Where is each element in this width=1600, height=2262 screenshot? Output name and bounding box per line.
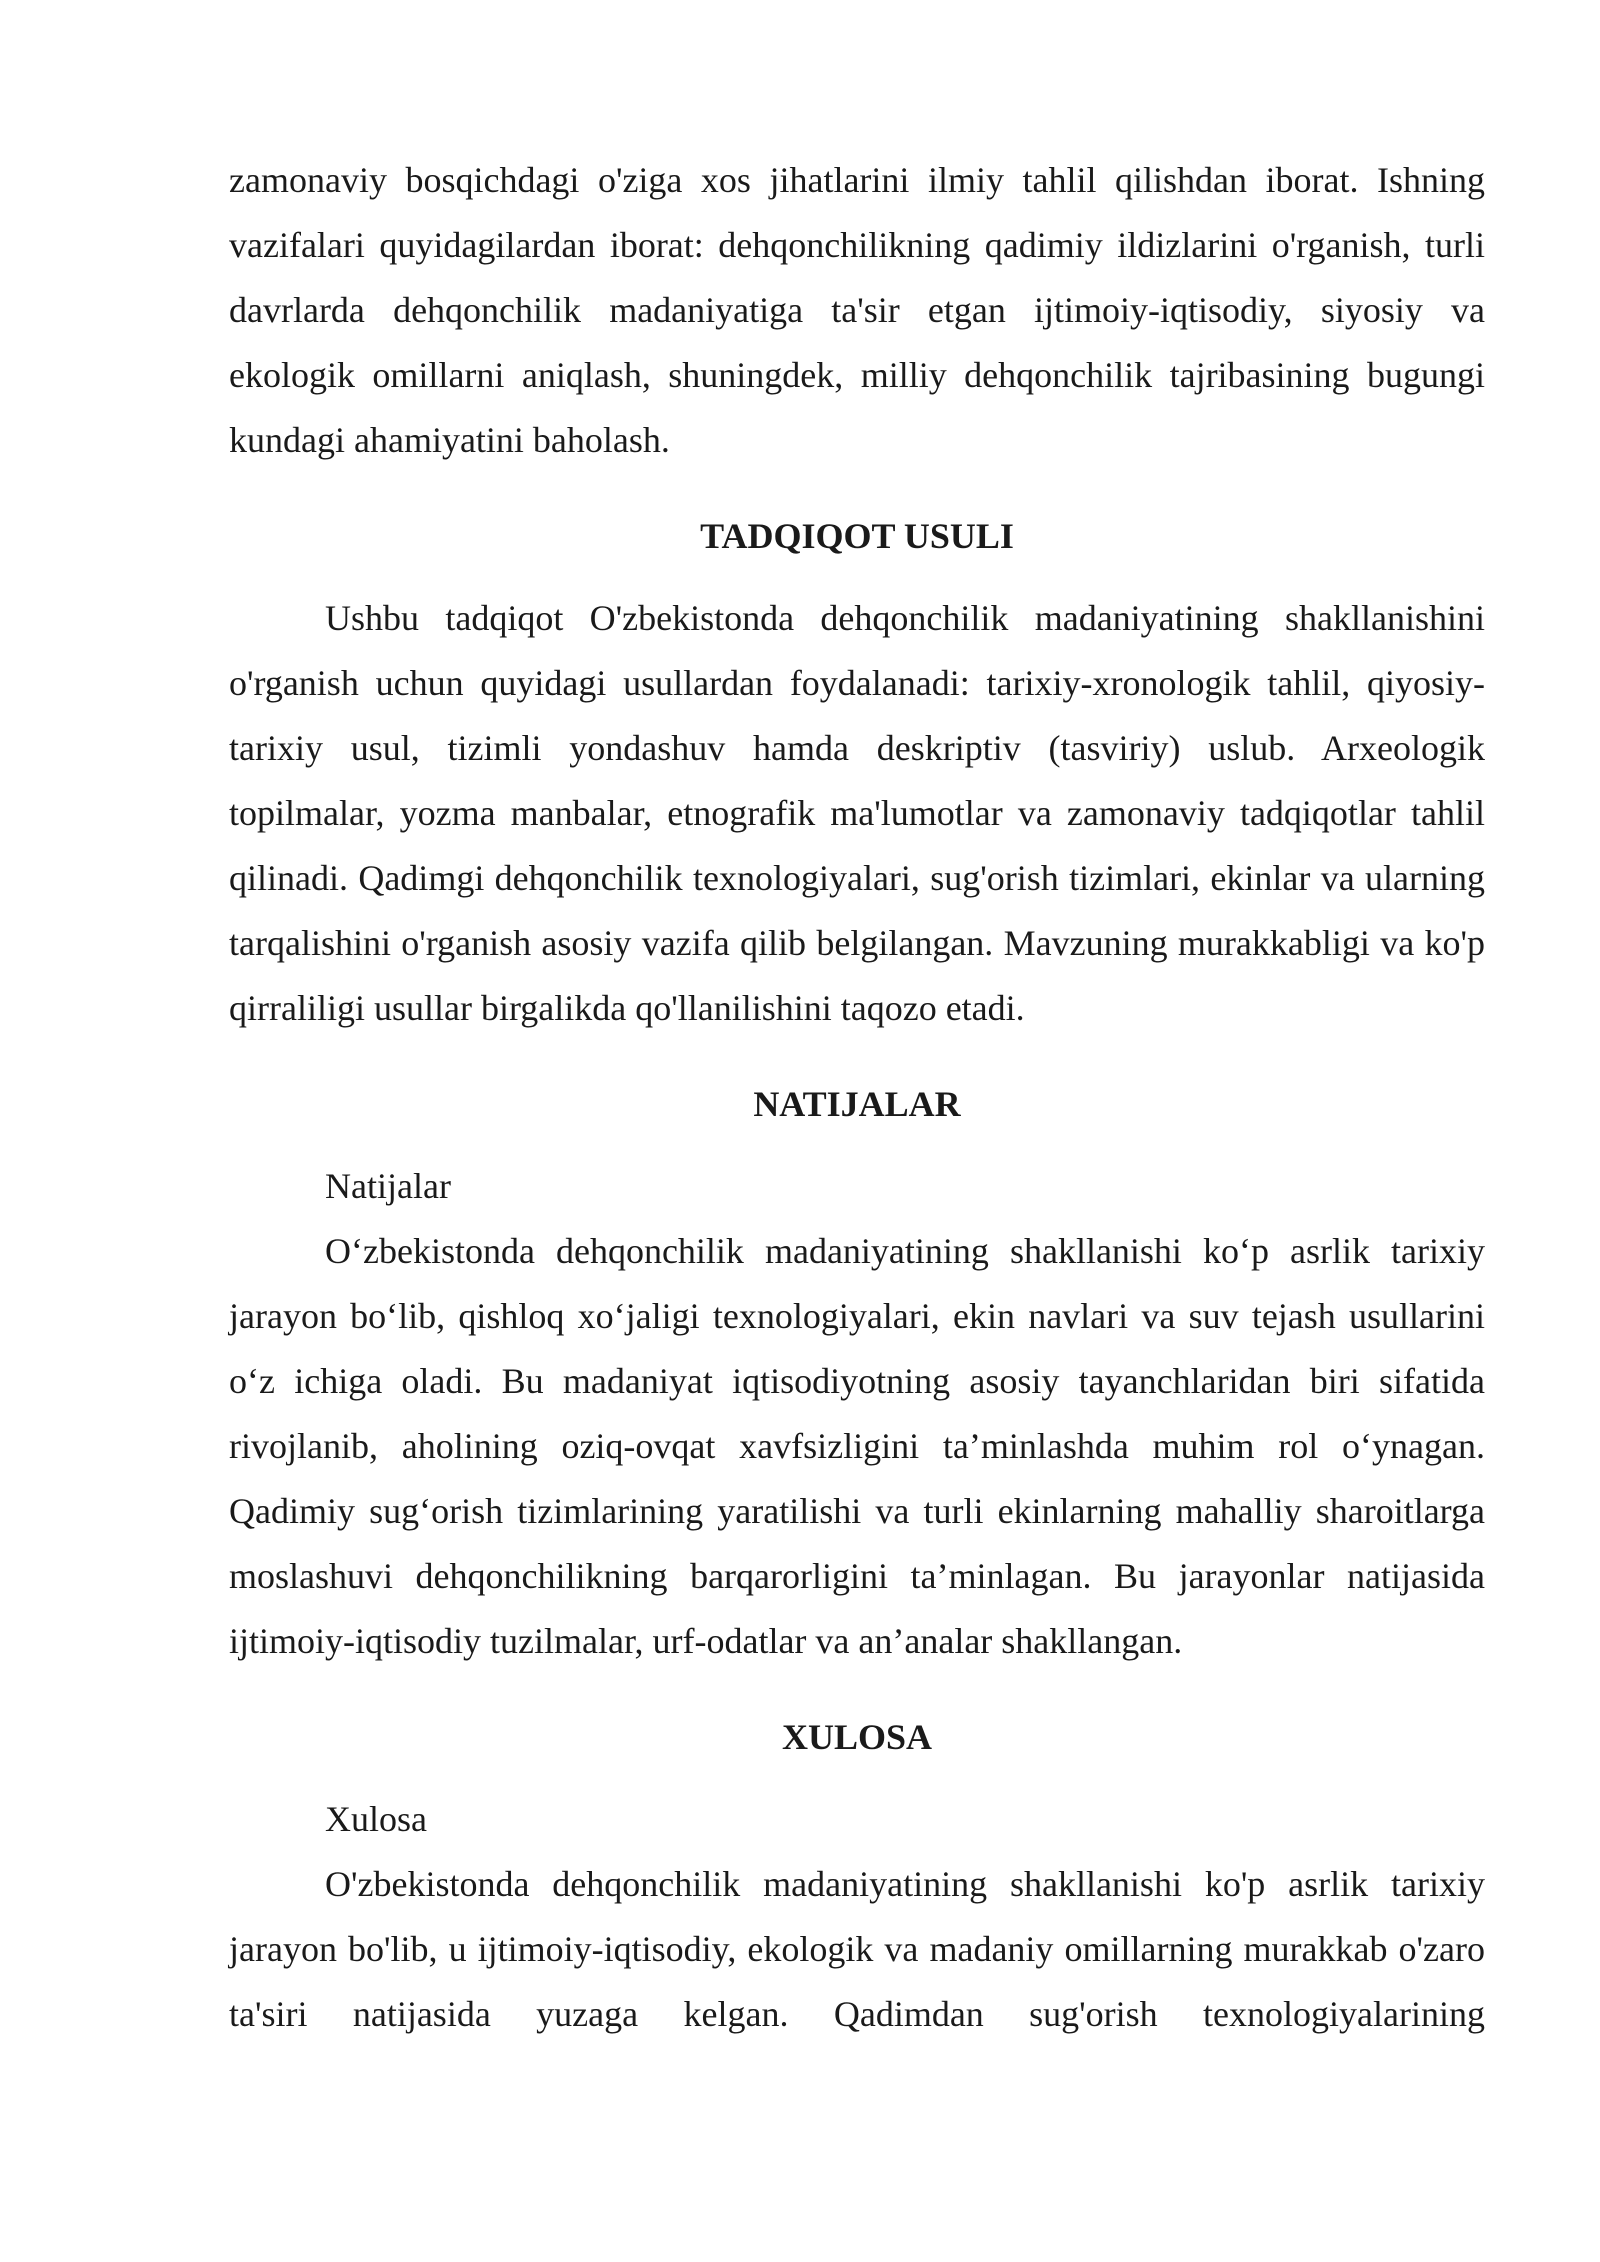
methods-paragraph: Ushbu tadqiqot O'zbekistonda dehqonchilik madaniyatining shakllanishini o'rganish uchun quyidagi usullardan foydalanadi: tarixiy-xronologik tahlil, qiyosiy-tarixiy usul, tizimli yondashuv hamda deskriptiv (tasviriy) uslub. Arxeologik topilmalar, yozma manbalar, etnografik ma'lumotlar va zamonaviy tadqiqotlar tahlil qilinadi. Qadimgi dehqonchilik texnologiyalari, sug'orish tizimlari, ekinlar va ularning tarqalishini o'rganish asosiy vazifa qilib belgilangan. Mavzuning murakkabligi va ko'p qirraliligi usullar birgalikda qo'llanilishini taqozo etadi.: [229, 598, 1485, 1028]
results-paragraph: O‘zbekistonda dehqonchilik madaniyatining shakllanishi ko‘p asrlik tarixiy jarayon bo‘lib, qishloq xo‘jaligi texnologiyalari, ekin navlari va suv tejash usullarini o‘z ichiga oladi. Bu madaniyat iqtisodiyotning asosiy tayanchlaridan biri sifatida rivojlanib, aholining oziq-ovqat xavfsizligini ta’minlashda muhim rol o‘ynagan. Qadimiy sug‘orish tizimlarining yaratilishi va turli ekinlarning mahalliy sharoitlarga moslashuvi dehqonchilikning barqarorligini ta’minlagan. Bu jarayonlar natijasida ijtimoiy-iqtisodiy tuzilmalar, urf-odatlar va an’analar shakllangan.: [229, 1231, 1485, 1661]
conclusion-subheading: Xulosa: [325, 1799, 427, 1839]
results-heading: NATIJALAR: [753, 1084, 961, 1124]
results-subheading: Natijalar: [325, 1166, 451, 1206]
document-page: [229, 148, 1485, 2047]
conclusion-paragraph: O'zbekistonda dehqonchilik madaniyatining shakllanishi ko'p asrlik tarixiy jarayon bo'lib, u ijtimoiy-iqtisodiy, ekologik va madaniy omillarning murakkab o'zaro ta'siri natijasida yuzaga kelgan. Qadimdan sug'orish texnologiyalarining: [229, 1864, 1485, 2034]
conclusion-heading: XULOSA: [781, 1717, 933, 1757]
methods-heading: TADQIQOT USULI: [700, 516, 1014, 556]
intro-paragraph: zamonaviy bosqichdagi o'ziga xos jihatlarini ilmiy tahlil qilishdan iborat. Ishning vazifalari quyidagilardan iborat: dehqonchilikning qadimiy ildizlarini o'rganish, turli davrlarda dehqonchilik madaniyatiga ta'sir etgan ijtimoiy-iqtisodiy, siyosiy va ekologik omillarni aniqlash, shuningdek, milliy dehqonchilik tajribasining bugungi kundagi ahamiyatini baholash.: [229, 160, 1485, 460]
